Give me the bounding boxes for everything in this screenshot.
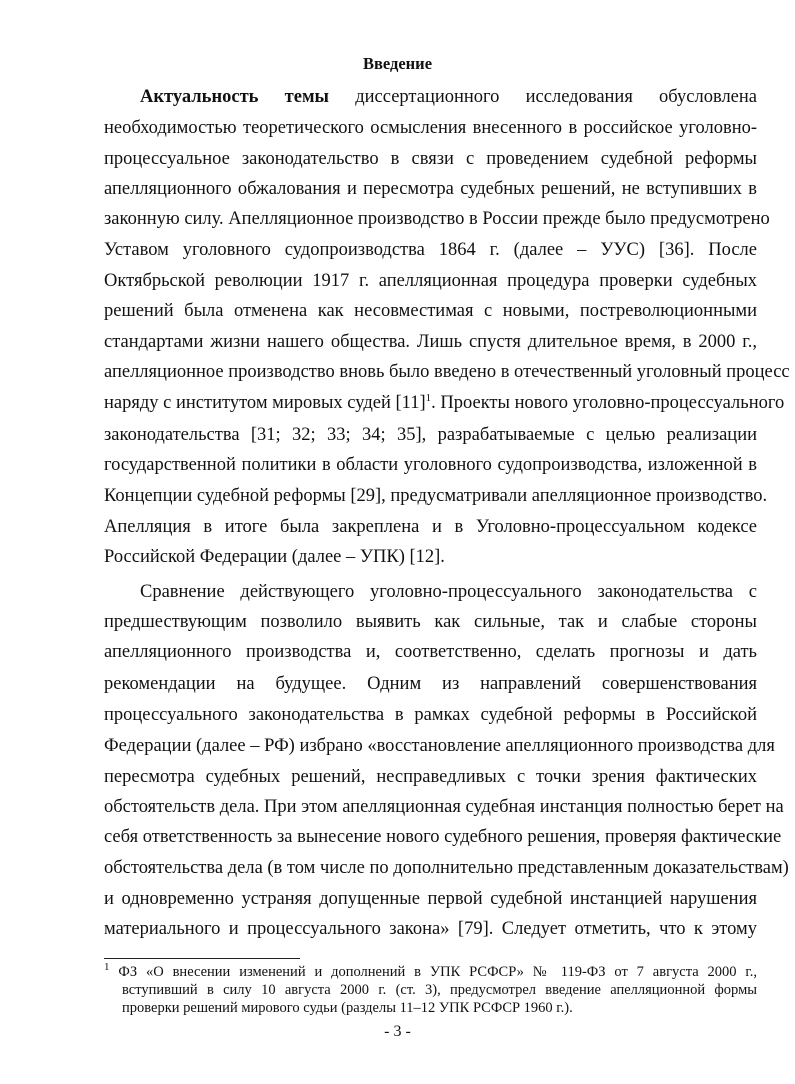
- text-line: материального и процессуального закона» [79]. Следует отметить, что к этому: [104, 919, 757, 939]
- text-line: законодательства [31; 32; 33; 34; 35], разрабатываемые с целью реализации: [104, 425, 757, 445]
- text-line: предшествующим позволило выявить как сильные, так и слабые стороны: [104, 612, 757, 632]
- text-line: обстоятельства дела (в том числе по дополнительно представленным доказательствам): [104, 858, 789, 878]
- text-line: процессуального законодательства в рамках судебной реформы в Российской: [104, 705, 757, 725]
- text-line: и одновременно устраняя допущенные первой судебной инстанцией нарушения: [104, 889, 757, 909]
- footnote-text: ФЗ «О внесении изменений и дополнений в УПК РСФСР» № 119-ФЗ от 7 августа 2000 г.,: [109, 964, 757, 980]
- footnote-divider: [104, 958, 300, 959]
- text-line: [140, 86, 757, 108]
- text-line: обстоятельств дела. При этом апелляционная судебная инстанция полностью берет на: [104, 797, 784, 817]
- emphasis-lead: Актуальность темы: [140, 87, 330, 107]
- footnote-line: вступивший в силу 10 августа 2000 г. (ст. 3), предусмотрел введение апелляционной формы: [122, 982, 757, 998]
- text-line: государственной политики в области уголовного судопроизводства, изложенной в: [104, 455, 757, 475]
- text-line: пересмотра судебных решений, несправедливых с точки зрения фактических: [104, 767, 757, 787]
- text-line: Уставом уголовного судопроизводства 1864 г. (далее – УУС) [36]. После: [104, 240, 757, 260]
- text-line: апелляционное производство вновь было введено в отечественный уголовный процесс: [104, 362, 790, 382]
- footnote-line: [104, 963, 757, 981]
- footnote-ref: 1: [425, 391, 432, 404]
- footnote-line: проверки решений мирового судьи (разделы 11–12 УПК РСФСР 1960 г.).: [122, 1000, 573, 1016]
- line-text: диссертационного исследования обусловлена: [329, 87, 758, 107]
- text-line: апелляционного производства и, соответственно, сделать прогнозы и дать: [104, 642, 757, 662]
- text-line: Апелляция в итоге была закреплена и в Уголовно-процессуальном кодексе: [104, 517, 757, 537]
- text-line: Октябрьской революции 1917 г. апелляционная процедура проверки судебных: [104, 271, 757, 291]
- text-line: процессуальное законодательство в связи с проведением судебной реформы: [104, 149, 757, 169]
- line-text: . Проекты нового уголовно-процессуального: [431, 393, 785, 413]
- text-line: апелляционного обжалования и пересмотра судебных решений, не вступивших в: [104, 179, 757, 199]
- line-text: наряду с институтом мировых судей [11]: [104, 393, 426, 413]
- text-line: Федерации (далее – РФ) избрано «восстановление апелляционного производства для: [104, 736, 775, 756]
- text-line: необходимостью теоретического осмысления внесенного в российское уголовно-: [104, 118, 757, 138]
- text-line: себя ответственность за вынесение нового судебного решения, проверяя фактические: [104, 827, 782, 847]
- text-line: Концепции судебной реформы [29], предусматривали апелляционное производство.: [104, 486, 768, 506]
- text-line: законную силу. Апелляционное производство в России прежде было предусмотрено: [104, 209, 770, 229]
- text-line: Российской Федерации (далее – УПК) [12].: [104, 547, 445, 567]
- page-title: Введение: [362, 54, 433, 73]
- text-line: [104, 391, 785, 414]
- text-line: решений была отменена как несовместимая с новыми, постреволюционными: [104, 301, 757, 321]
- text-line: Сравнение действующего уголовно-процессуального законодательства с: [140, 582, 757, 602]
- page-number: - 3 -: [384, 1023, 411, 1040]
- text-line: рекомендации на будущее. Одним из направлений совершенствования: [104, 674, 757, 694]
- footnote-mark: 1: [104, 961, 110, 974]
- text-line: стандартами жизни нашего общества. Лишь спустя длительное время, в 2000 г.,: [104, 332, 757, 352]
